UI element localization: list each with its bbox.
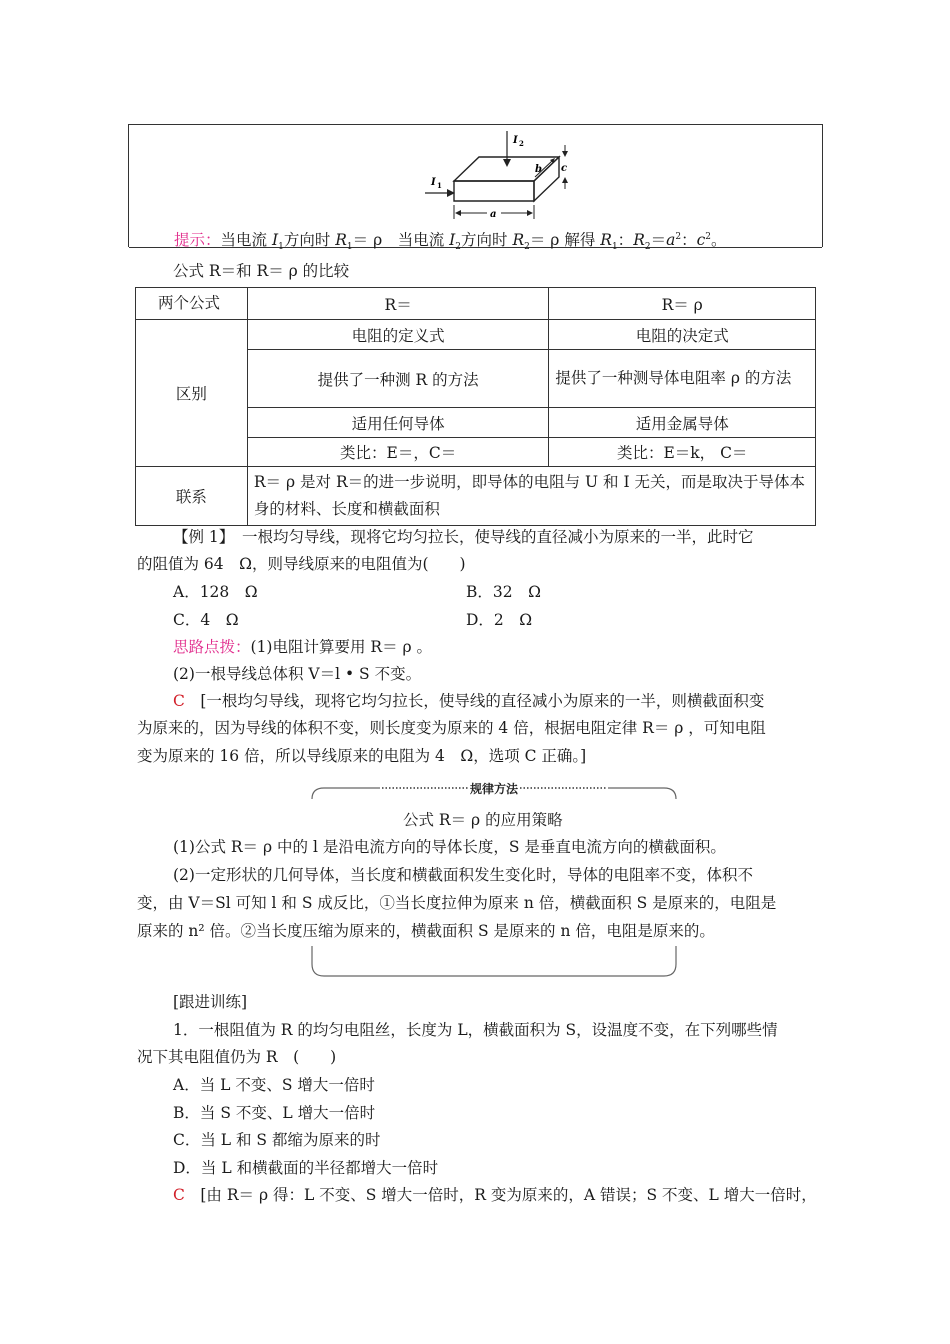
- q1-option-c: C．当 L 和 S 都缩为原来的时: [173, 1131, 381, 1149]
- q1-option-d: D．当 L 和横截面的半径都增大一倍时: [173, 1159, 439, 1177]
- table-cell: 适用任何导体: [247, 408, 549, 438]
- option-c: C．4 Ω: [173, 611, 239, 629]
- svg-text:a: a: [490, 209, 497, 220]
- svg-text:c: c: [561, 163, 568, 174]
- svg-text:2: 2: [519, 139, 524, 148]
- svg-text:b: b: [535, 164, 542, 175]
- table-cell: 电阻的决定式: [549, 320, 816, 350]
- table-cell: 类比：E＝k， C＝: [549, 438, 816, 467]
- hint-line: 提示：当电流 $I_1$方向时 $R_1= \rho$ 当电流 $I_2$方向时 $R_2= \rho$ 解得 $R_1$：$R_2=a^2$：$c^2$。: [174, 231, 727, 253]
- question-1-line-2: 况下其电阻值仍为 R ( ): [137, 1048, 337, 1066]
- method-box-top: [310, 780, 678, 800]
- table-header-cell: R＝: [247, 288, 549, 320]
- option-d: D．2 Ω: [466, 611, 533, 629]
- method-point-2a: (2)一定形状的几何导体，当长度和横截面积发生变化时，导体的电阻率不变，体积不: [173, 866, 753, 884]
- svg-text:规律方法: 规律方法: [469, 782, 519, 796]
- figure-box: [128, 124, 823, 253]
- solution-line-1: C [一根均匀导线，现将它均匀拉长，使导线的直径减小为原来的一半，则横截面积变: [173, 692, 765, 710]
- link-label: 联系: [136, 467, 248, 526]
- option-b: B．32 Ω: [466, 583, 541, 601]
- q1-option-b: B．当 S 不变、L 增大一倍时: [173, 1104, 376, 1122]
- svg-text:1: 1: [437, 181, 442, 190]
- method-box-bottom: [310, 946, 678, 978]
- table-header-cell: 两个公式: [136, 288, 248, 320]
- solution-line-2: 为原来的，因为导线的体积不变，则长度变为原来的 4 倍，根据电阻定律 R＝ ρ ，可知电阻: [137, 719, 766, 737]
- svg-text:I: I: [513, 135, 518, 146]
- practice-heading: [跟进训练]: [173, 993, 248, 1011]
- comparison-table: [135, 287, 816, 526]
- example-tag: 【例 1】: [173, 528, 227, 546]
- q1-answer-letter: C: [173, 1186, 185, 1204]
- compare-title: 公式 R＝和 R＝ ρ 的比较: [173, 262, 350, 280]
- method-point-1: (1)公式 R＝ ρ 中的 l 是沿电流方向的导体长度，S 是垂直电流方向的横截面积。: [173, 838, 726, 856]
- table-cell: 提供了一种测 R 的方法: [247, 350, 549, 408]
- method-point-2b: 变，由 V＝Sl 可知 l 和 S 成反比，①当长度拉伸为原来 n 倍，横截面积 S 是原来的，电阻是: [137, 894, 777, 912]
- q1-solution: C [由 R＝ ρ 得：L 不变、S 增大一倍时，R 变为原来的，A 错误；S 不变、L 增大一倍时，: [173, 1186, 817, 1204]
- table-header-cell: R＝ ρ: [549, 288, 816, 320]
- option-a: A．128 Ω: [173, 583, 258, 601]
- tips-line-2: (2)一根导线总体积 V＝l • S 不变。: [173, 665, 422, 683]
- example-line-2: 的阻值为 64 Ω，则导线原来的电阻值为( ): [137, 555, 466, 573]
- question-1-line-1: 1．一根阻值为 R 的均匀电阻丝，长度为 L，横截面积为 S，设温度不变，在下列哪些情: [173, 1021, 778, 1039]
- method-point-2c: 原来的 n² 倍。②当长度压缩为原来的，横截面积 S 是原来的 n 倍，电阻是原来的。: [137, 922, 715, 940]
- diff-label: 区别: [136, 320, 248, 467]
- method-title: 公式 R＝ ρ 的应用策略: [403, 811, 563, 829]
- table-cell: 类比：E＝，C＝: [247, 438, 549, 467]
- tips-line-1: 思路点拨：(1)电阻计算要用 R＝ ρ 。: [173, 638, 433, 656]
- example-line-1: 【例 1】 一根均匀导线，现将它均匀拉长，使导线的直径减小为原来的一半，此时它: [173, 528, 754, 546]
- svg-text:I: I: [431, 177, 436, 188]
- solution-line-3: 变为原来的 16 倍，所以导线原来的电阻为 4 Ω，选项 C 正确。]: [137, 747, 587, 765]
- table-cell: 提供了一种测导体电阻率 ρ 的方法: [549, 350, 816, 408]
- q1-option-a: A．当 L 不变、S 增大一倍时: [173, 1076, 375, 1094]
- hint-label: 提示：: [174, 231, 221, 249]
- tips-label: 思路点拨：: [173, 638, 251, 656]
- cuboid-figure: [419, 127, 589, 227]
- table-cell: 电阻的定义式: [247, 320, 549, 350]
- answer-letter: C: [173, 692, 185, 710]
- table-cell: 适用金属导体: [549, 408, 816, 438]
- link-text: R＝ ρ 是对 R＝的进一步说明，即导体的电阻与 U 和 I 无关，而是取决于导体本身的材料、长度和横截面积: [247, 467, 815, 526]
